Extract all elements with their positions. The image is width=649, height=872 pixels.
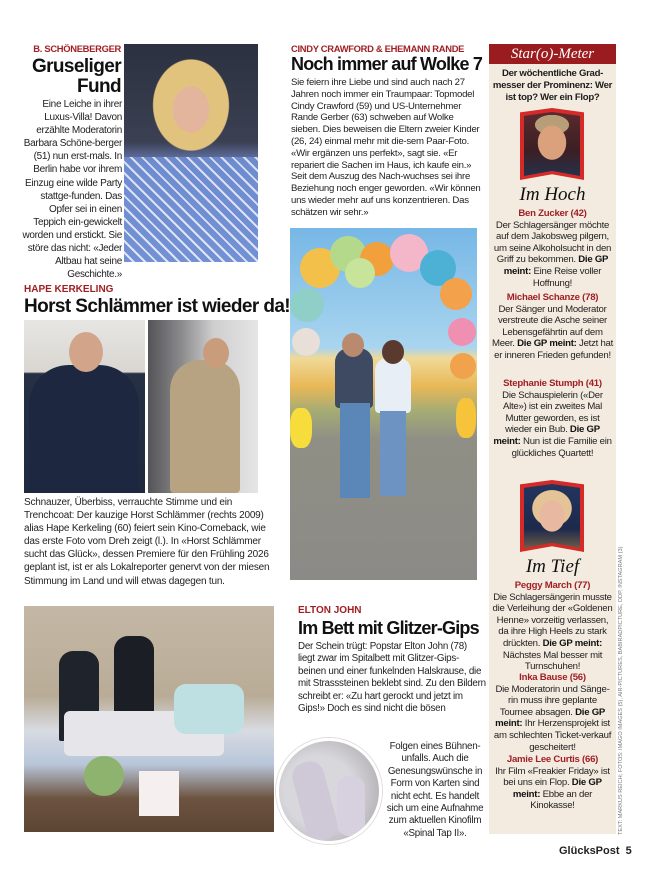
star-meter-box	[489, 44, 616, 834]
entry-verdict: Jetzt hat er inneren Frieden gefunden!	[494, 338, 614, 361]
figure-woman-jeans	[380, 411, 406, 496]
entry-verdict: Ebbe an der Kinokasse!	[530, 788, 593, 812]
glitter-cast-leg	[289, 758, 341, 844]
story-body-elton-wrap: Folgen eines Bühnen-unfalls. Auch die Genesungswünsche in Form von Karten sind nicht echt. Es handelt sich um eine Aufnahme zum aktuellen Kinofilm «Spinal Tap II».	[386, 741, 484, 839]
greeting-card	[139, 771, 179, 816]
inset-glitter-cast	[276, 738, 382, 844]
balloon	[450, 353, 476, 379]
entry-verdict: Eine Reise voller Hoffnung!	[532, 265, 602, 289]
flower-bouquet	[84, 756, 124, 796]
story-headline-elton: Im Bett mit Glitzer-Gips	[298, 618, 479, 638]
story-headline-schoeneberger: Gruseliger Fund	[31, 56, 121, 97]
figure-man-head	[342, 333, 364, 357]
entry-verdict: Ihr Herzensprojekt ist am schlechten Ticket-verkauf gescheitert!	[493, 718, 612, 753]
figure-trenchcoat	[170, 360, 240, 493]
entry-verdict-label: Die GP meint:	[495, 706, 606, 730]
story-kicker-elton: ELTON JOHN	[298, 605, 362, 616]
entry-name: Ben Zucker (42)	[518, 208, 587, 219]
story-kicker-crawford: CINDY CRAWFORD & EHEMANN RANDE	[291, 43, 465, 54]
story-body-kerkeling: Schnauzer, Überbiss, verrauchte Stimme und ein Trenchcoat: Der kauzige Horst Schlämmer (rechts 2009) alias Hape Kerkeling (60) feiert sein Kino-Comeback, wie das erste Foto vom Dreh zeigt (l.). In «Horst Schlämmer sucht das Glück», dessen Premiere für den Frühling 2026 geplant ist, ist er als Lokalreporter genervt von der miesen Stimmung im Land und will etwas dagegen tun.	[24, 497, 270, 587]
figure-man-jeans	[340, 403, 370, 498]
meter-entry	[491, 292, 614, 362]
figure-navy-jacket	[29, 365, 139, 493]
meter-entry	[491, 754, 614, 812]
page-footer	[559, 845, 632, 857]
story-headline-crawford: Noch immer auf Wolke 7	[291, 54, 483, 74]
entry-name: Jamie Lee Curtis (66)	[506, 754, 599, 765]
portrait-ben-zucker	[524, 112, 580, 176]
entry-text: Ihr Film «Freakier Friday» ist bei uns ein Flop.	[495, 765, 610, 789]
balloon	[448, 318, 476, 346]
figure-head	[203, 338, 229, 368]
section-label-flop: Im Tief	[525, 556, 580, 577]
figure-woman-head	[382, 340, 404, 364]
entry-verdict: Nun ist die Familie ein glückliches Quartett!	[511, 435, 612, 459]
entry-name: Peggy March (77)	[514, 580, 591, 591]
portrait-badge-top	[520, 108, 584, 180]
entry-name: Stephanie Stumph (41)	[503, 378, 602, 389]
entry-text: Der Schlagersänger möchte auf dem Jakobsweg pilgern, um seine Alkoholsucht in den Griff zu bekommen.	[493, 219, 612, 266]
star-meter-intro: Der wöchentliche Grad-messer der Prominenz: Wer ist top? Wer ein Flop?	[492, 68, 613, 103]
page-number: 5	[625, 845, 632, 857]
dress-pattern	[124, 157, 258, 262]
entry-text: Der Sänger und Moderator verstreute die Asche seiner Lebensgefährtin auf dem Meer.	[491, 303, 607, 350]
portrait-peggy-march	[524, 484, 580, 548]
story-body-crawford: Sie feiern ihre Liebe und sind auch nach 27 Jahren noch immer ein Traumpaar: Topmodel Cindy Crawford (59) und US-Unternehmer Rande Gerber (63) schweben auf Wolke sieben. Dies beweisen die Eltern zweier Kinder (26, 24) einmal mehr mit die-sem Paar-Foto. «Wir ergänzen uns perfekt», sagt sie. «Er repariert die Sachen im Haus, ich kaufe ein.» Seit dem Auszug des Nach-wuchses sei ihre Beziehung noch enger geworden. «Wir können uns wieder mehr auf uns konzentrieren. Das schätzen wir sehr.»	[291, 77, 481, 218]
figure-woman-shirt	[375, 358, 411, 413]
entry-text: Die Schauspielerin («Der Alte») ist ein zweites Mal Mutter geworden, es ist wieder ein Bub.	[502, 389, 603, 436]
photo-elton-john-hospital-bed	[24, 606, 274, 832]
magazine-name: GlücksPost	[559, 845, 620, 857]
entry-verdict: Nächstes Mal besser mit Turnschuhen!	[502, 649, 603, 673]
photo-horst-schlaemmer-2009	[148, 320, 258, 493]
balloon	[290, 288, 324, 322]
entry-verdict-label: Die GP meint:	[517, 338, 577, 350]
meter-entry	[491, 208, 614, 289]
story-body-schoeneberger: Eine Leiche in ihrer Luxus-Villa! Davon erzählte Moderatorin Barbara Schöne-berger (51) nun erst-mals. In Berlin habe vor ihrem Einzug eine wilde Party stattge-funden. Das Opfer sei in einen Teppich ein-gewickelt worden und erstickt. Sie störe das nicht: «Jeder Altbau hat seine Geschichte.»	[22, 99, 122, 281]
glitter-cast-leg	[337, 776, 365, 836]
story-kicker-kerkeling: HAPE KERKELING	[24, 284, 114, 295]
photo-kerkeling-film-set	[24, 320, 145, 493]
balloon	[456, 398, 476, 438]
meter-entry	[491, 580, 614, 673]
entry-name: Michael Schanze (78)	[506, 292, 599, 303]
story-body-elton: Der Schein trügt: Popstar Elton John (78) liegt zwar im Spitalbett mit Glitzer-Gips-beinen und einer funkelnden Halskrause, die mit Strasssteinen beklebt sind. Zu den Bildern schreibt er: «Zu hart gerockt und jetzt im Gips!» Doch es sind nicht die bösen	[298, 641, 486, 715]
photo-credit: TEXT: MARKUS REICH; FOTOS: IMAGO IMAGES (5), AIR-PICTURES, BABIRADPICTURE, DDP, INSTAGRAM (3)	[618, 546, 624, 835]
meter-entry	[491, 378, 614, 459]
star-meter-title: Star(o)-Meter	[489, 44, 616, 64]
figure-head	[69, 332, 103, 372]
balloon	[440, 278, 472, 310]
entry-verdict-label: Die GP meint:	[503, 254, 609, 277]
portrait-badge-flop	[520, 480, 584, 552]
entry-name: Inka Bause (56)	[519, 672, 586, 683]
hospital-gown	[174, 684, 244, 734]
balloon	[345, 258, 375, 288]
meter-entry	[491, 672, 614, 753]
figure-man-shirt	[335, 348, 373, 408]
story-headline-kerkeling: Horst Schlämmer ist wieder da!	[24, 296, 291, 317]
photo-crawford-gerber-balloon-arch	[290, 228, 477, 580]
story-kicker-schoeneberger: B. SCHÖNEBERGER	[33, 43, 121, 54]
entry-text: Die Moderatorin und Sänge-rin muss ihre geplante Tournee absagen.	[495, 683, 610, 718]
entry-verdict-label: Die GP meint:	[493, 424, 600, 447]
balloon	[290, 408, 312, 448]
entry-verdict-label: Die GP meint:	[512, 777, 602, 800]
entry-verdict-label: Die GP meint:	[542, 637, 603, 649]
entry-text: Die Schlagersängerin musste die Verleihung der «Goldenen Henne» vorzeitig verlassen, da ihre High Heels zu stark drückten.	[492, 591, 613, 649]
balloon	[292, 328, 320, 356]
photo-barbara-schoeneberger	[124, 44, 258, 262]
section-label-top: Im Hoch	[519, 184, 586, 205]
